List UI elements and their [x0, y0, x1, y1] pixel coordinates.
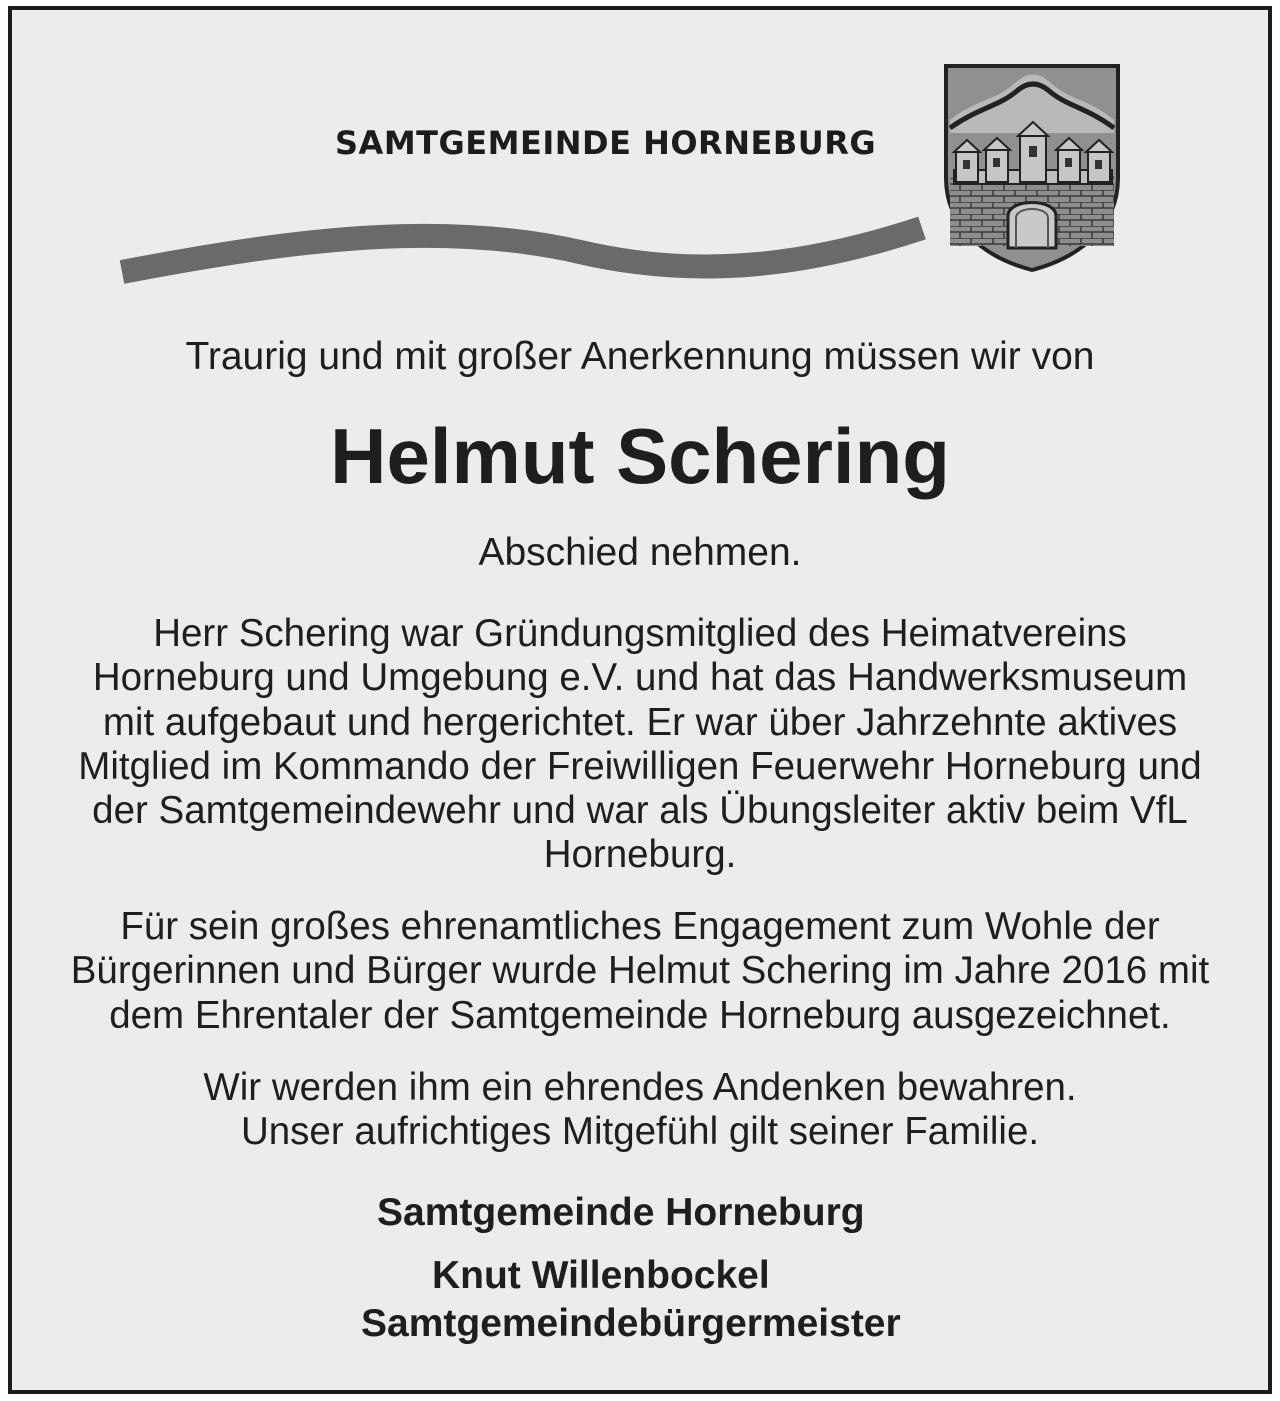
- signature-person: Knut Willenbockel: [432, 1254, 770, 1297]
- text-line: Unser aufrichtiges Mitgefühl gilt seiner Familie.: [240, 1110, 1040, 1154]
- text-line: der Samtgemeindewehr und war als Übungsleiter aktiv beim VfL: [92, 789, 1188, 833]
- paragraph-condolence: [20, 1066, 1260, 1155]
- text-line: dem Ehrentaler der Samtgemeinde Horneburg ausgezeichnet.: [109, 993, 1171, 1037]
- text-line: Für sein großes ehrenamtliches Engagement zum Wohle der: [120, 905, 1160, 948]
- intro-line: Traurig und mit großer Anerkennung müssen wir von: [185, 335, 1095, 378]
- signature-organization: Samtgemeinde Horneburg: [377, 1191, 865, 1234]
- castle-coat-of-arms-icon: [938, 58, 1128, 273]
- deceased-name: Helmut Schering: [330, 412, 950, 500]
- org-header-title: SAMTGEMEINDE HORNEBURG: [335, 124, 877, 162]
- text-line: Horneburg.: [543, 833, 737, 877]
- text-line: Bürgerinnen und Bürger wurde Helmut Schering im Jahre 2016 mit: [70, 949, 1210, 993]
- paragraph-honors: [20, 905, 1260, 1038]
- text-line: Horneburg und Umgebung e.V. und hat das Handwerksmuseum: [92, 656, 1188, 700]
- signature-role: Samtgemeindebürgermeister: [361, 1302, 901, 1345]
- text-line: Mitglied im Kommando der Freiwilligen Feuerwehr Horneburg und: [78, 744, 1202, 788]
- text-line: mit aufgebaut und hergerichtet. Er war über Jahrzehnte aktives: [102, 700, 1178, 744]
- text-line: Herr Schering war Gründungsmitglied des Heimatvereins: [153, 612, 1127, 655]
- paragraph-biography: [20, 612, 1260, 878]
- river-wave-icon: [110, 210, 940, 300]
- farewell-line: Abschied nehmen.: [478, 531, 802, 574]
- text-line: Wir werden ihm ein ehrendes Andenken bewahren.: [203, 1066, 1077, 1109]
